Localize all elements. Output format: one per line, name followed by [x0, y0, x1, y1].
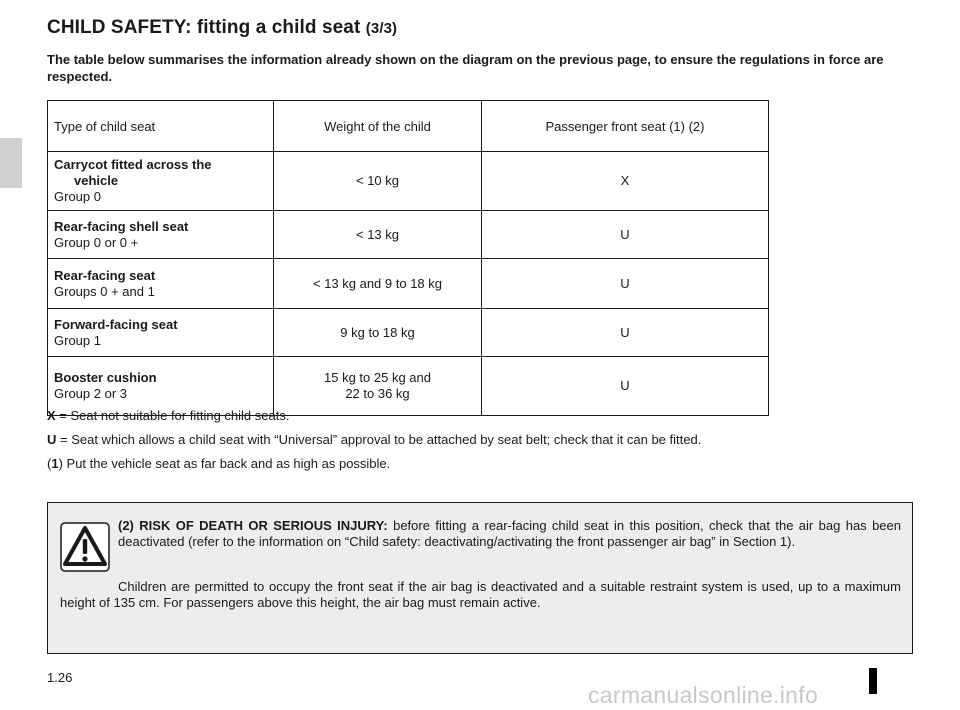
child-seat-table: [47, 100, 769, 416]
title-page-indicator: (3/3): [365, 20, 398, 37]
seat-type-cell: [48, 259, 274, 309]
legend-u: [47, 432, 917, 448]
seat-name: Rear-facing shell seat: [54, 218, 189, 234]
page-number: 1.26: [47, 670, 73, 685]
weight-cell: < 10 kg: [274, 152, 482, 211]
seat-name: Rear-facing seat: [54, 267, 156, 283]
header-type: Type of child seat: [48, 101, 274, 152]
table-row: [48, 309, 769, 357]
watermark: carmanualsonline.info: [588, 682, 819, 708]
legend-u-key: U: [47, 432, 57, 447]
weight-line: 15 kg to 25 kg and: [324, 370, 431, 385]
legend-x: [47, 408, 917, 424]
legend-x-key: X: [47, 408, 56, 423]
weight-cell: [274, 357, 482, 416]
seat-type-cell: [48, 152, 274, 211]
section-tab: [0, 138, 22, 188]
warning-text: [118, 518, 901, 550]
table-header-row: [48, 101, 769, 152]
warning-paragraph-2: Children are permitted to occupy the front seat if the air bag is deactivated and a suitable restraint system is used, up to a maximum height of 135 cm. For passengers above this height, the air bag must remain active.: [60, 579, 901, 610]
seat-group: Group 0 or 0 +: [54, 234, 139, 250]
title-main: CHILD SAFETY: fitting a child seat: [47, 17, 361, 38]
front-seat-cell: U: [482, 357, 769, 416]
seat-name-continued: vehicle: [74, 173, 119, 188]
table-row: [48, 259, 769, 309]
header-front-seat: Passenger front seat (1) (2): [482, 101, 769, 152]
weight-line: 22 to 36 kg: [345, 386, 410, 401]
seat-group: Group 0: [54, 189, 101, 204]
weight-cell: 9 kg to 18 kg: [274, 309, 482, 357]
table-row: [48, 357, 769, 416]
front-seat-cell: U: [482, 259, 769, 309]
seat-type-cell: [48, 309, 274, 357]
seat-name: Forward-facing seat: [54, 316, 178, 332]
seat-group: Groups 0 + and 1: [54, 283, 155, 299]
front-seat-cell: U: [482, 211, 769, 259]
table-row: [48, 211, 769, 259]
warning-triangle-icon: [60, 522, 110, 572]
seat-name: Carrycot fitted across the: [54, 157, 212, 172]
table-row: [48, 152, 769, 211]
seat-group: Group 2 or 3: [54, 386, 127, 401]
page-marker: [869, 668, 877, 694]
seat-type-cell: [48, 357, 274, 416]
legend-x-text: = Seat not suitable for fitting child seats.: [55, 408, 290, 423]
weight-cell: < 13 kg and 9 to 18 kg: [274, 259, 482, 309]
front-seat-cell: X: [482, 152, 769, 211]
footnote-1: [47, 456, 917, 472]
seat-name: Booster cushion: [54, 370, 157, 385]
seat-group: Group 1: [54, 332, 101, 348]
header-weight: Weight of the child: [274, 101, 482, 152]
footnote-key: 1: [51, 456, 59, 471]
footnote-text: ) Put the vehicle seat as far back and as high as possible.: [58, 456, 391, 471]
intro-text: The table below summarises the information already shown on the diagram on the previous page, to ensure the regulations in force are respected.: [47, 52, 884, 84]
warning-heading: (2) RISK OF DEATH OR SERIOUS INJURY:: [118, 518, 388, 533]
page-title: [47, 17, 397, 39]
footnote-open: (: [47, 456, 52, 471]
table-legend: [47, 408, 917, 480]
front-seat-cell: U: [482, 309, 769, 357]
warning-body: before fitting a rear-facing child seat in this position, check that the air bag has been deactivated (refer to the information on “Child safety: deactivating/activating the front passenger air bag” in Section 1).: [118, 518, 901, 549]
seat-type-cell: [48, 211, 274, 259]
legend-u-text: = Seat which allows a child seat with “Universal” approval to be attached by seat belt; check that it can be fitted.: [56, 432, 702, 447]
weight-cell: < 13 kg: [274, 211, 482, 259]
warning-box: [47, 502, 913, 654]
